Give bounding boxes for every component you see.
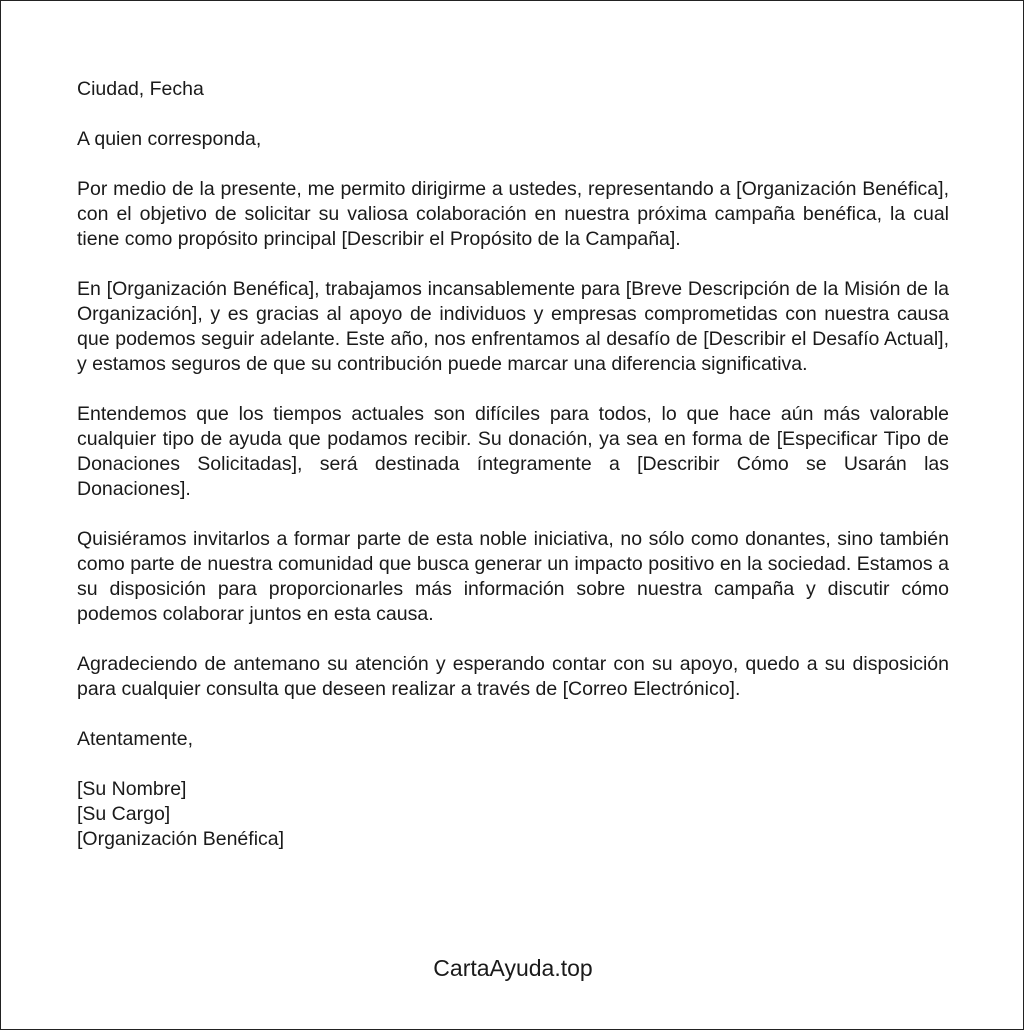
- paragraph-intro: Por medio de la presente, me permito dirigirme a ustedes, representando a [Organización Benéfica], con el objetivo de solicitar su valiosa colaboración en nuestra próxima campaña benéfica, la cual tiene como propósito principal [Describir el Propósito de la Campaña].: [77, 178, 949, 250]
- signature-position: [Su Cargo]: [77, 803, 171, 825]
- closing: Atentamente,: [77, 728, 193, 750]
- signature-block: [77, 777, 949, 852]
- paragraph-donation: Entendemos que los tiempos actuales son difíciles para todos, lo que hace aún más valorable cualquier tipo de ayuda que podamos recibir. Su donación, ya sea en forma de [Especificar Tipo de Donaciones Solicitadas], será destinada íntegramente a [Describir Cómo se Usarán las Donaciones].: [77, 403, 949, 500]
- salutation: A quien corresponda,: [77, 128, 262, 150]
- footer-site: CartaAyuda.top: [433, 955, 593, 981]
- paragraph-thanks: Agradeciendo de antemano su atención y esperando contar con su apoyo, quedo a su disposición para cualquier consulta que deseen realizar a través de [Correo Electrónico].: [77, 653, 949, 700]
- paragraph-invitation: Quisiéramos invitarlos a formar parte de esta noble iniciativa, no sólo como donantes, sino también como parte de nuestra comunidad que busca generar un impacto positivo en la sociedad. Estamos a su disposición para proporcionarles más información sobre nuestra campaña y discutir cómo podemos colaborar juntos en esta causa.: [77, 528, 949, 625]
- signature-organization: [Organización Benéfica]: [77, 828, 285, 850]
- signature-name: [Su Nombre]: [77, 778, 187, 800]
- letter-body: [77, 77, 949, 852]
- paragraph-mission: En [Organización Benéfica], trabajamos incansablemente para [Breve Descripción de la Misión de la Organización], y es gracias al apoyo de individuos y empresas comprometidas con nuestra causa que podemos seguir adelante. Este año, nos enfrentamos al desafío de [Describir el Desafío Actual], y estamos seguros de que su contribución puede marcar una diferencia significativa.: [77, 278, 949, 375]
- place-date: Ciudad, Fecha: [77, 78, 204, 100]
